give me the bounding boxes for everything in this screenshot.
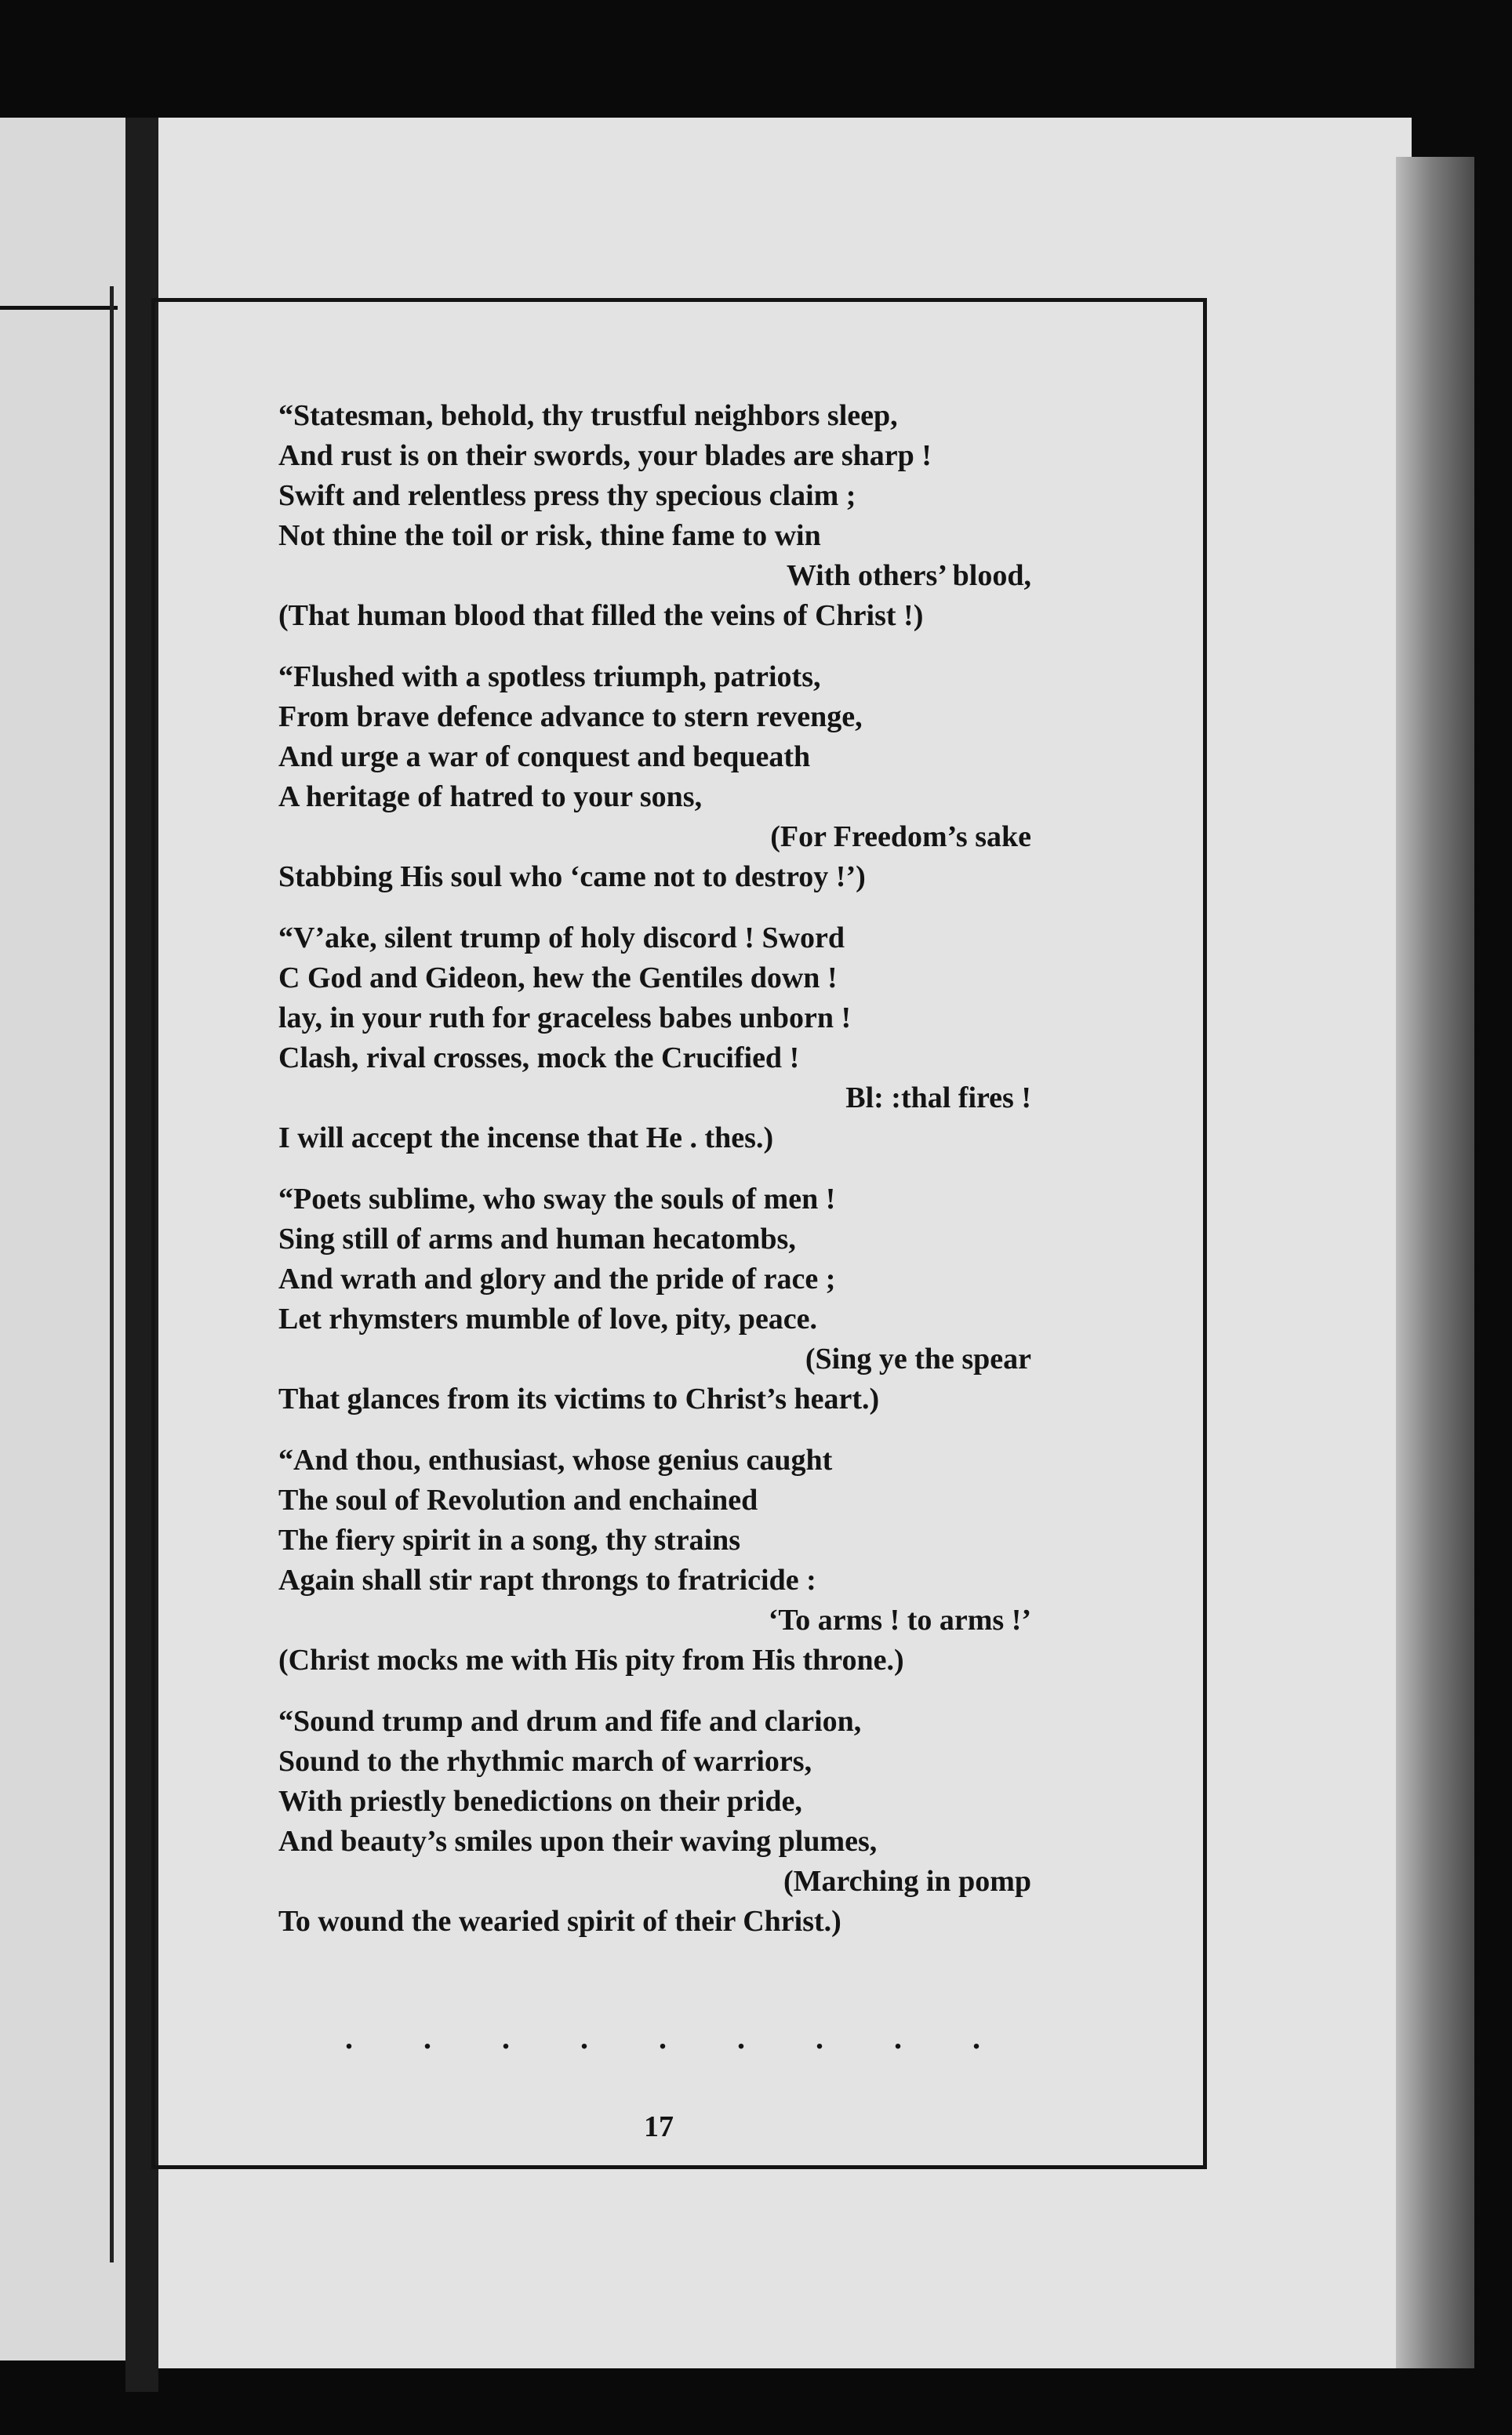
ellipsis-dot: .	[659, 2020, 667, 2055]
poem-line: (Christ mocks me with His pity from His throne.)	[278, 1644, 904, 1677]
stanza	[278, 657, 1078, 897]
poem-line: Not thine the toil or risk, thine fame to win	[278, 519, 821, 552]
poem-line: To wound the wearied spirit of their Christ.)	[278, 1905, 841, 1938]
left-page-rule-top	[0, 306, 118, 310]
poem-line: Sing still of arms and human hecatombs,	[278, 1223, 796, 1256]
ellipsis-dot: .	[345, 2020, 353, 2055]
ellipsis-dot: .	[580, 2020, 588, 2055]
ellipsis-dot: .	[894, 2020, 902, 2055]
ellipsis-row	[345, 2019, 980, 2056]
poem-line: Swift and relentless press thy specious claim ;	[278, 479, 856, 512]
poem-line: (For Freedom’s sake	[770, 820, 1031, 853]
poem-line: The soul of Revolution and enchained	[278, 1484, 758, 1517]
page-edge-shadow	[1396, 157, 1474, 2368]
poem-line: “Flushed with a spotless triumph, patriots,	[278, 660, 821, 693]
poem-line: I will accept the incense that He . thes.)	[278, 1121, 774, 1154]
stanza	[278, 1179, 1078, 1419]
ellipsis-dot: .	[816, 2020, 823, 2055]
poem-line: And wrath and glory and the pride of race ;	[278, 1263, 836, 1296]
poem-line: (That human blood that filled the veins of Christ !)	[278, 599, 924, 632]
poem-line: “Poets sublime, who sway the souls of men !	[278, 1183, 836, 1216]
poem-line: C God and Gideon, hew the Gentiles down !	[278, 961, 838, 994]
poem-body	[278, 396, 1078, 1963]
poem-line: With others’ blood,	[786, 559, 1031, 592]
poem-line: Stabbing His soul who ‘came not to destroy !’)	[278, 860, 866, 893]
poem-line: And rust is on their swords, your blades are sharp !	[278, 439, 932, 472]
stanza	[278, 1702, 1078, 1942]
ellipsis-dot: .	[502, 2020, 510, 2055]
poem-line: With priestly benedictions on their pride,	[278, 1785, 802, 1818]
poem-line: Clash, rival crosses, mock the Crucified !	[278, 1041, 800, 1074]
page-number: 17	[644, 2110, 674, 2143]
poem-line: And urge a war of conquest and bequeath	[278, 740, 811, 773]
poem-line: (Sing ye the spear	[805, 1343, 1031, 1376]
stanza	[278, 396, 1078, 636]
poem-line: Bl: :thal fires !	[845, 1081, 1031, 1114]
poem-line: That glances from its victims to Christ’s heart.)	[278, 1383, 880, 1416]
ellipsis-dot: .	[972, 2020, 980, 2055]
poem-line: From brave defence advance to stern revenge,	[278, 700, 863, 733]
poem-line: A heritage of hatred to your sons,	[278, 780, 703, 813]
poem-line: “And thou, enthusiast, whose genius caught	[278, 1444, 833, 1477]
stanza	[278, 1441, 1078, 1681]
poem-line: “Statesman, behold, thy trustful neighbors sleep,	[278, 399, 898, 432]
poem-line: “Sound trump and drum and fife and clarion,	[278, 1705, 862, 1738]
ellipsis-dot: .	[737, 2020, 745, 2055]
poem-line: Sound to the rhythmic march of warriors,	[278, 1745, 812, 1778]
poem-line: “V’ake, silent trump of holy discord ! Sword	[278, 921, 845, 954]
poem-line: Let rhymsters mumble of love, pity, peace.	[278, 1303, 818, 1336]
left-page-rule-side	[110, 286, 114, 2262]
poem-line: The fiery spirit in a song, thy strains	[278, 1524, 741, 1557]
stanza	[278, 918, 1078, 1158]
poem-line: ‘To arms ! to arms !’	[768, 1604, 1031, 1637]
poem-line: And beauty’s smiles upon their waving plumes,	[278, 1825, 878, 1858]
poem-line: Again shall stir rapt throngs to fratricide :	[278, 1564, 816, 1597]
poem-line: lay, in your ruth for graceless babes unborn !	[278, 1001, 852, 1034]
ellipsis-dot: .	[423, 2020, 431, 2055]
poem-line: (Marching in pomp	[783, 1865, 1031, 1898]
